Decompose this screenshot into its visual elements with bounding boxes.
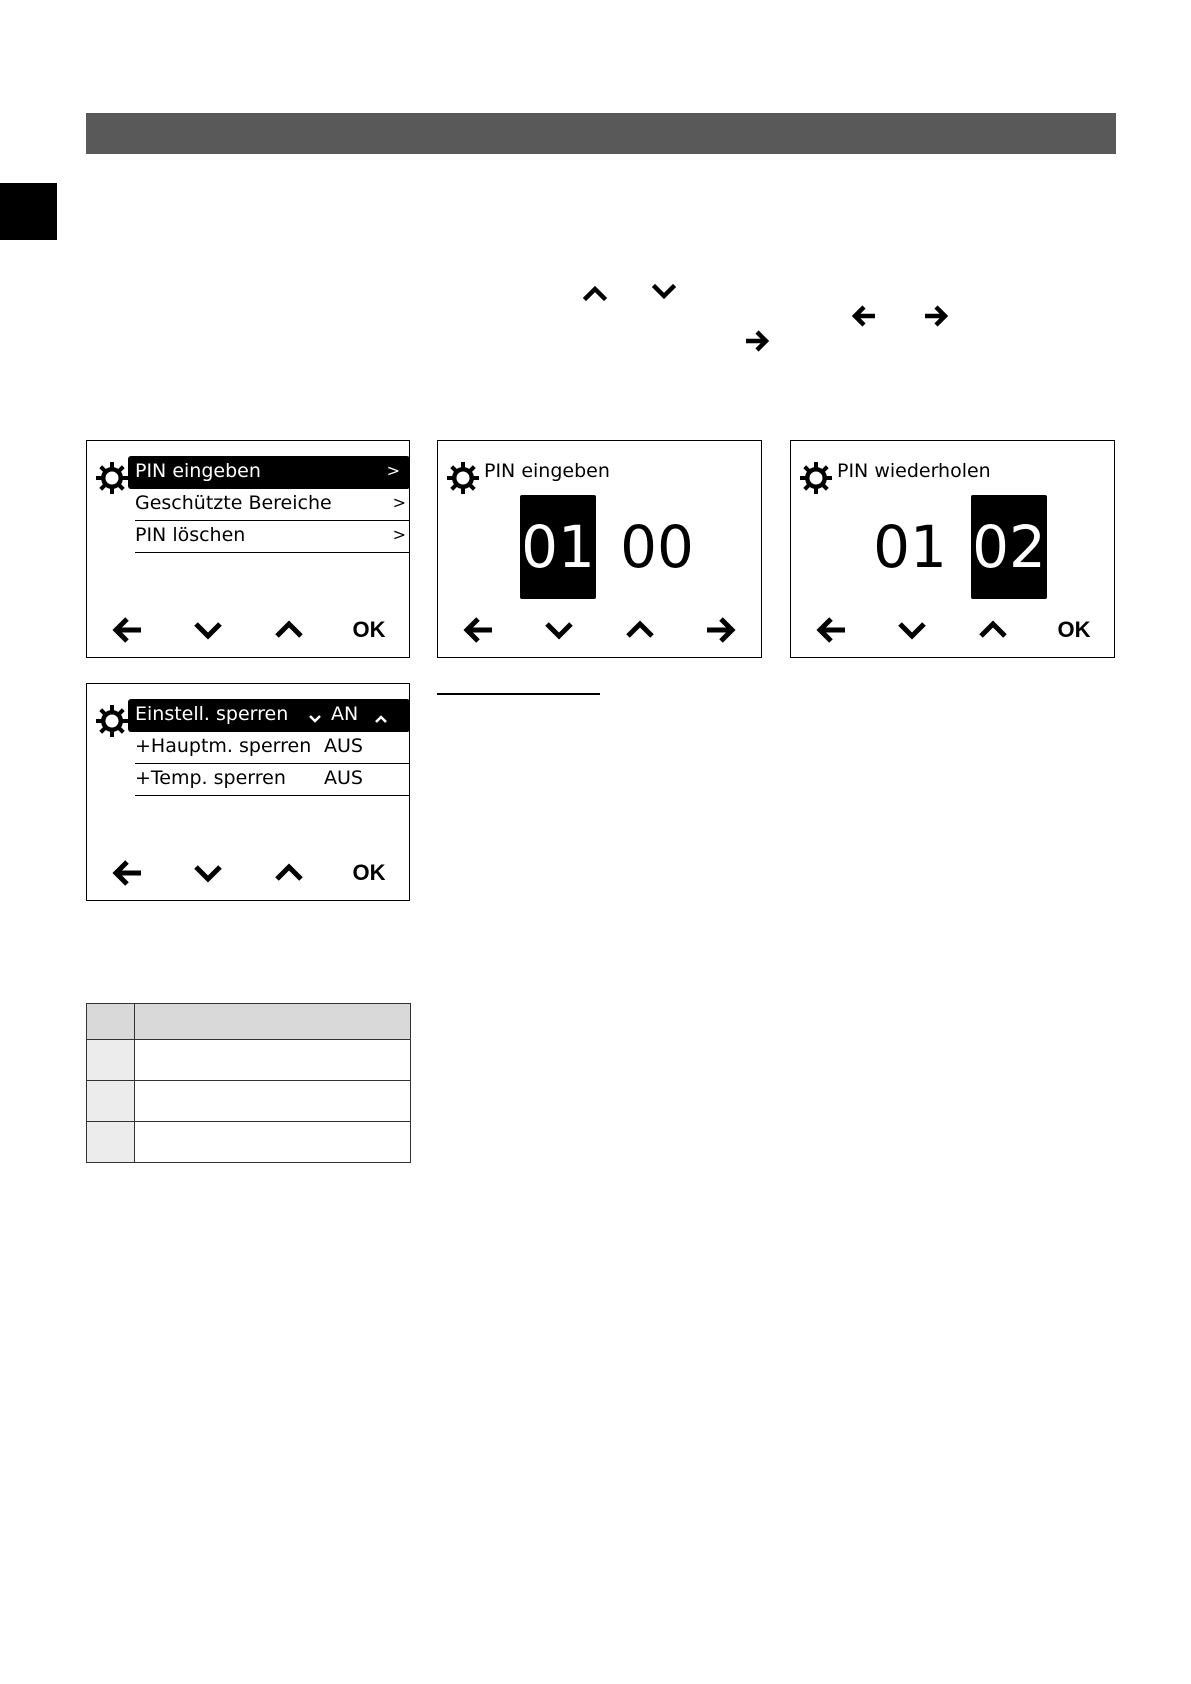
chevron-down-icon[interactable] bbox=[308, 710, 322, 722]
setting-hauptm-sperren[interactable] bbox=[135, 731, 409, 764]
pin-digit-2[interactable]: 00 bbox=[620, 513, 694, 581]
softkey-down[interactable] bbox=[539, 613, 579, 647]
table-header-cell bbox=[135, 1004, 411, 1040]
pin-digit-1[interactable]: 01 bbox=[520, 495, 596, 599]
softkey-back[interactable] bbox=[458, 613, 498, 647]
table-cell bbox=[135, 1040, 411, 1081]
left-arrow-icon bbox=[850, 304, 878, 328]
menu-item-label: Geschützte Bereiche bbox=[135, 492, 332, 514]
softkey-down[interactable] bbox=[188, 613, 228, 647]
screen-title: PIN eingeben bbox=[484, 460, 610, 482]
divider-line bbox=[437, 693, 600, 695]
down-arrow-icon bbox=[192, 616, 224, 644]
table-cell bbox=[87, 1122, 135, 1163]
table-cell bbox=[87, 1040, 135, 1081]
softkey-back[interactable] bbox=[107, 856, 147, 890]
section-header-bar bbox=[86, 113, 1116, 154]
down-arrow-icon bbox=[896, 616, 928, 644]
submenu-arrow: > bbox=[386, 461, 400, 480]
softkey-back[interactable] bbox=[107, 613, 147, 647]
table-row bbox=[87, 1081, 411, 1122]
table-row bbox=[87, 1040, 411, 1081]
submenu-arrow: > bbox=[392, 493, 406, 512]
softkey-up[interactable] bbox=[973, 613, 1013, 647]
down-arrow-icon bbox=[192, 859, 224, 887]
softkey-up[interactable] bbox=[269, 613, 309, 647]
up-arrow-icon bbox=[273, 859, 305, 887]
softkey-down[interactable] bbox=[892, 613, 932, 647]
ok-label: OK bbox=[352, 617, 386, 642]
down-arrow-icon bbox=[543, 616, 575, 644]
gear-icon bbox=[446, 461, 480, 495]
softkey-bar bbox=[438, 613, 761, 647]
gear-icon bbox=[799, 461, 833, 495]
softkey-next[interactable] bbox=[701, 613, 741, 647]
softkey-up[interactable] bbox=[620, 613, 660, 647]
screen-title: PIN wiederholen bbox=[837, 460, 991, 482]
display-pin-enter bbox=[437, 440, 762, 658]
softkey-bar bbox=[87, 613, 409, 647]
table-header-cell bbox=[87, 1004, 135, 1040]
setting-label: Einstell. sperren bbox=[135, 703, 289, 725]
menu-item-label: PIN eingeben bbox=[135, 460, 261, 482]
menu-item-pin-loeschen[interactable] bbox=[135, 520, 409, 553]
up-arrow-icon bbox=[581, 280, 609, 304]
menu-item-geschuetzte-bereiche[interactable] bbox=[135, 488, 409, 521]
softkey-ok[interactable] bbox=[1054, 613, 1094, 647]
legend-table bbox=[86, 1003, 411, 1163]
table-cell bbox=[87, 1081, 135, 1122]
table-header-row bbox=[87, 1004, 411, 1040]
setting-label: +Temp. sperren bbox=[135, 767, 286, 789]
softkey-down[interactable] bbox=[188, 856, 228, 890]
display-pin-repeat bbox=[790, 440, 1115, 658]
ok-label: OK bbox=[352, 860, 386, 885]
display-lock-settings bbox=[86, 683, 410, 901]
gear-icon bbox=[95, 461, 129, 495]
table-row bbox=[87, 1122, 411, 1163]
chevron-up-icon[interactable] bbox=[374, 710, 388, 722]
menu-item-label: PIN löschen bbox=[135, 524, 246, 546]
display-pin-menu bbox=[86, 440, 410, 658]
up-arrow-icon bbox=[273, 616, 305, 644]
pin-digit-1[interactable]: 01 bbox=[873, 513, 947, 581]
submenu-arrow: > bbox=[392, 525, 406, 544]
left-arrow-icon bbox=[815, 616, 847, 644]
table-cell bbox=[135, 1081, 411, 1122]
down-arrow-icon bbox=[650, 280, 678, 304]
setting-value: AUS bbox=[324, 735, 363, 757]
softkey-back[interactable] bbox=[811, 613, 851, 647]
softkey-ok[interactable] bbox=[349, 856, 389, 890]
softkey-ok[interactable] bbox=[349, 613, 389, 647]
setting-value: AUS bbox=[324, 767, 363, 789]
softkey-up[interactable] bbox=[269, 856, 309, 890]
right-arrow-icon bbox=[705, 616, 737, 644]
setting-temp-sperren[interactable] bbox=[135, 763, 409, 796]
pin-digit-2[interactable]: 02 bbox=[971, 495, 1047, 599]
right-arrow-icon bbox=[922, 304, 950, 328]
gear-icon bbox=[95, 704, 129, 738]
table-cell bbox=[135, 1122, 411, 1163]
setting-value: AN bbox=[331, 703, 359, 725]
chapter-tab-marker bbox=[0, 183, 57, 240]
up-arrow-icon bbox=[977, 616, 1009, 644]
left-arrow-icon bbox=[462, 616, 494, 644]
left-arrow-icon bbox=[111, 616, 143, 644]
softkey-bar bbox=[791, 613, 1114, 647]
setting-einstell-sperren[interactable] bbox=[128, 699, 410, 732]
menu-item-pin-eingeben[interactable] bbox=[128, 456, 410, 489]
left-arrow-icon bbox=[111, 859, 143, 887]
right-arrow-icon bbox=[743, 329, 771, 353]
ok-label: OK bbox=[1057, 617, 1091, 642]
up-arrow-icon bbox=[624, 616, 656, 644]
softkey-bar bbox=[87, 856, 409, 890]
setting-label: +Hauptm. sperren bbox=[135, 735, 312, 757]
